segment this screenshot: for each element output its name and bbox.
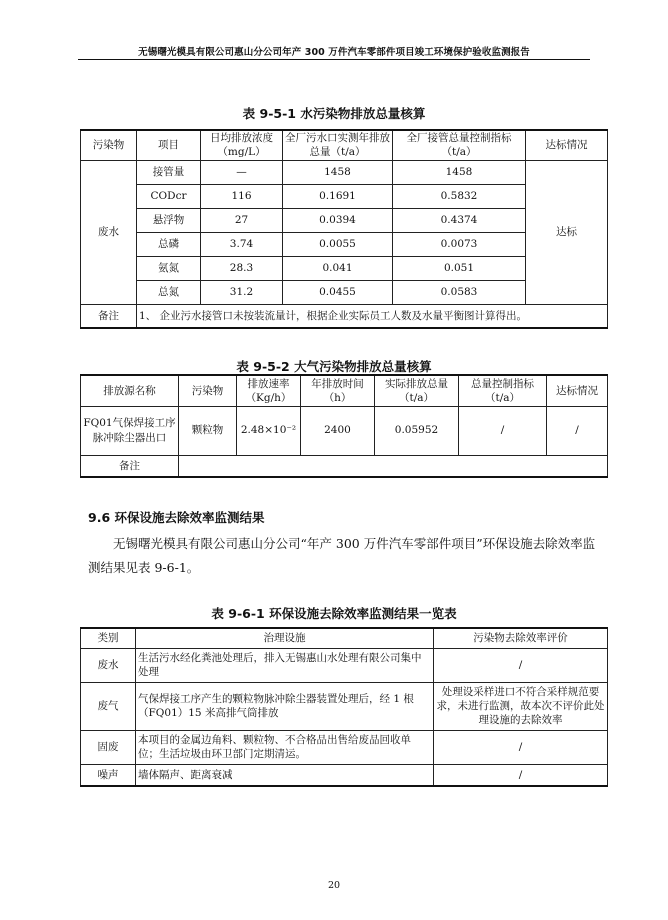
header-cell: 治理设施	[136, 628, 434, 648]
category-cell: 废气	[81, 682, 136, 730]
limit-cell: 0.4374	[393, 208, 526, 232]
actual-cell: 0.0394	[283, 208, 393, 232]
report-header: 无锡曙光模具有限公司惠山分公司年产 300 万件汽车零部件项目竣工环境保护验收监测报告	[138, 47, 530, 58]
note-row	[81, 304, 608, 328]
item-cell: 悬浮物	[137, 208, 201, 232]
table1-caption: 表 9-5-1 水污染物排放总量核算	[242, 106, 426, 121]
table-row	[81, 406, 608, 455]
header-cell: 全厂接管总量控制指标（t/a）	[393, 130, 526, 160]
rate-cell: 2.48×10⁻²	[237, 406, 301, 455]
actual-cell: 0.041	[283, 256, 393, 280]
page-number: 20	[327, 880, 341, 891]
header-cell: 日均排放浓度（mg/L）	[201, 130, 283, 160]
note-row	[81, 455, 608, 477]
water-pollutant-table	[80, 129, 608, 329]
hours-cell: 2400	[301, 406, 375, 455]
header-cell: 实际排放总量（t/a）	[375, 375, 459, 406]
conc-cell: 27	[201, 208, 283, 232]
header-cell: 达标情况	[526, 130, 608, 160]
total-cell: 0.05952	[375, 406, 459, 455]
header-cell: 污染物去除效率评价	[434, 628, 608, 648]
facility-cell: 气保焊接工序产生的颗粒物脉冲除尘器装置处理后，经 1 根（FQ01）15 米高排气筒排放	[136, 682, 434, 730]
header-cell: 污染物	[81, 130, 137, 160]
category-cell: 固废	[81, 730, 136, 764]
header-cell: 总量控制指标（t/a）	[459, 375, 547, 406]
header-cell: 排放源名称	[81, 375, 179, 406]
actual-cell: 1458	[283, 160, 393, 184]
limit-cell: 0.0583	[393, 280, 526, 304]
header-cell: 排放速率（Kg/h）	[237, 375, 301, 406]
item-cell: 总氮	[137, 280, 201, 304]
conc-cell: 116	[201, 184, 283, 208]
eval-cell: /	[434, 764, 608, 786]
item-cell: CODcr	[137, 184, 201, 208]
table-row	[81, 648, 608, 682]
item-cell: 接管量	[137, 160, 201, 184]
facility-cell: 本项目的金属边角料、颗粒物、不合格品出售给废品回收单位；生活垃圾由环卫部门定期清运。	[136, 730, 434, 764]
table-header-row	[81, 628, 608, 648]
limit-cell: /	[459, 406, 547, 455]
section-paragraph: 无锡曙光模具有限公司惠山分公司“年产 300 万件汽车零部件项目”环保设施去除效率监测结果见表 9-6-1。	[88, 536, 596, 575]
note-label: 备注	[81, 304, 137, 328]
source-cell: FQ01气保焊接工序脉冲除尘器出口	[81, 406, 179, 455]
actual-cell: 0.1691	[283, 184, 393, 208]
limit-cell: 0.0073	[393, 232, 526, 256]
item-cell: 氨氮	[137, 256, 201, 280]
note-text: 1、 企业污水接管口未按装流量计，根据企业实际员工人数及水量平衡图计算得出。	[137, 304, 608, 328]
facility-efficiency-table	[80, 627, 608, 787]
group-cell: 废水	[81, 160, 137, 304]
air-pollutant-table	[80, 374, 608, 478]
header-cell: 达标情况	[547, 375, 608, 406]
actual-cell: 0.0455	[283, 280, 393, 304]
actual-cell: 0.0055	[283, 232, 393, 256]
status-cell: /	[547, 406, 608, 455]
conc-cell: 31.2	[201, 280, 283, 304]
header-cell: 污染物	[179, 375, 237, 406]
category-cell: 废水	[81, 648, 136, 682]
status-cell: 达标	[526, 160, 608, 304]
table-row	[81, 160, 608, 184]
table-row	[81, 764, 608, 786]
eval-cell: /	[434, 730, 608, 764]
conc-cell: 3.74	[201, 232, 283, 256]
header-cell: 全厂污水口实测年排放总量（t/a）	[283, 130, 393, 160]
table2-caption: 表 9-5-2 大气污染物排放总量核算	[236, 359, 432, 374]
pollutant-cell: 颗粒物	[179, 406, 237, 455]
facility-cell: 墙体隔声、距离衰减	[136, 764, 434, 786]
conc-cell: —	[201, 160, 283, 184]
table-row	[81, 682, 608, 730]
table3-caption: 表 9-6-1 环保设施去除效率监测结果一览表	[211, 606, 457, 621]
eval-cell: /	[434, 648, 608, 682]
note-text	[179, 455, 608, 477]
header-cell: 类别	[81, 628, 136, 648]
category-cell: 噪声	[81, 764, 136, 786]
item-cell: 总磷	[137, 232, 201, 256]
table-row	[81, 730, 608, 764]
eval-cell: 处理设采样进口不符合采样规范要求，未进行监测，故本次不评价此处理设施的去除效率	[434, 682, 608, 730]
facility-cell: 生活污水经化粪池处理后，排入无锡惠山水处理有限公司集中处理	[136, 648, 434, 682]
header-cell: 项目	[137, 130, 201, 160]
header-cell: 年排放时间（h）	[301, 375, 375, 406]
limit-cell: 0.051	[393, 256, 526, 280]
limit-cell: 0.5832	[393, 184, 526, 208]
limit-cell: 1458	[393, 160, 526, 184]
section-title: 9.6 环保设施去除效率监测结果	[88, 510, 265, 525]
header-rule	[78, 59, 590, 60]
conc-cell: 28.3	[201, 256, 283, 280]
table-header-row	[81, 130, 608, 160]
note-label: 备注	[81, 455, 179, 477]
table-header-row	[81, 375, 608, 406]
